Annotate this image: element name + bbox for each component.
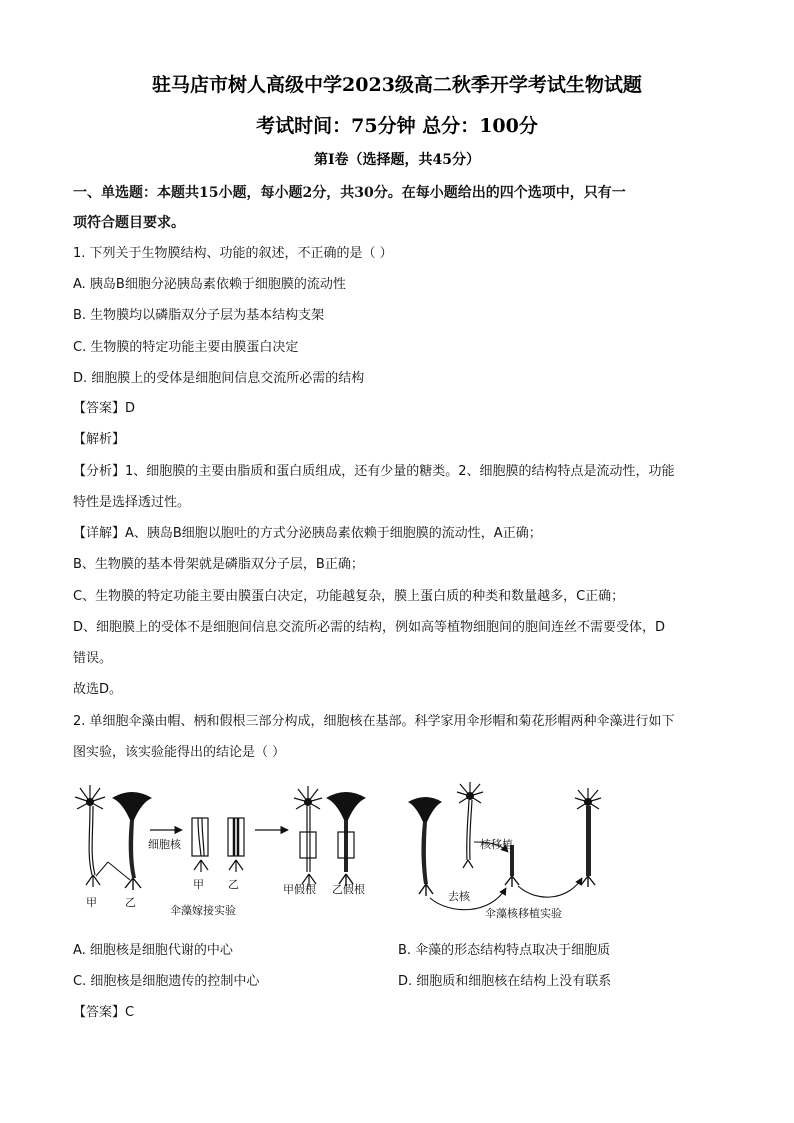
plant-yi-umbrella-cap	[112, 792, 152, 890]
plant-jia-flower-cap	[75, 785, 105, 887]
q1-detail-d: D、细胞膜上的受体不是细胞间信息交流所必需的结构，例如高等植物细胞间的胞间连丝不需要受体，D	[73, 620, 666, 635]
q1-analysis-label: 【解析】	[73, 432, 126, 447]
grafted-result-plants	[294, 786, 366, 886]
q1-option-d: D. 细胞膜上的受体是细胞间信息交流所必需的结构	[73, 371, 365, 386]
q2-answer: 【答案】C	[73, 1005, 135, 1020]
label-yi-root: 乙假根	[332, 883, 365, 896]
q1-stem: 1. 下列关于生物膜结构、功能的叙述，不正确的是（ ）	[73, 246, 393, 261]
q1-detail-b: B、生物膜的基本骨架就是磷脂双分子层，B正确；	[73, 557, 364, 572]
acetabularia-experiment-figure	[70, 780, 730, 930]
label-graft-experiment: 伞藻嫁接实验	[170, 904, 236, 917]
q1-answer: 【答案】D	[73, 401, 136, 416]
part-heading: 第I卷（选择题，共45分）	[313, 152, 481, 168]
label-transplant: 核移植	[480, 838, 513, 851]
label-remove-nucleus: 去核	[448, 890, 470, 903]
q2-option-b: B. 伞藻的形态结构特点取决于细胞质	[398, 943, 611, 958]
exam-title: 驻马店市树人高级中学2023级高二秋季开学考试生物试题	[152, 74, 642, 96]
exam-time-info: 考试时间：75分钟 总分：100分	[256, 115, 538, 137]
q2-stem-line1: 2. 单细胞伞藻由帽、柄和假根三部分构成，细胞核在基部。科学家用伞形帽和菊花形帽两种伞藻进行如下	[73, 714, 675, 729]
q1-fenxi-line2: 特性是选择透过性。	[73, 495, 191, 510]
label-jia-root: 甲假根	[283, 883, 316, 896]
label-yi-segment: 乙	[228, 878, 239, 891]
q2-stem-line2: 图实验，该实验能得出的结论是（ ）	[73, 745, 286, 760]
q1-detail-d-cont: 错误。	[73, 651, 113, 666]
q2-option-d: D. 细胞质和细胞核在结构上没有联系	[398, 974, 612, 989]
q1-detail-a: 【详解】A、胰岛B细胞以胞吐的方式分泌胰岛素依赖于细胞膜的流动性，A正确；	[73, 526, 542, 541]
label-yi: 乙	[125, 896, 136, 909]
label-nucleus: 细胞核	[148, 838, 181, 851]
label-jia-segment: 甲	[193, 878, 204, 891]
q1-conclusion: 故选D。	[73, 682, 123, 697]
q1-detail-c: C、生物膜的特定功能主要由膜蛋白决定，功能越复杂，膜上蛋白质的种类和数量越多，C正确；	[73, 589, 625, 604]
cut-stalk-segments	[192, 818, 244, 872]
section-instruction-line2: 项符合题目要求。	[73, 215, 185, 231]
q1-fenxi-line1: 【分析】1、细胞膜的主要由脂质和蛋白质组成，还有少量的糖类。2、细胞膜的结构特点是流动性，功能	[73, 464, 675, 479]
label-jia: 甲	[86, 896, 97, 909]
q1-option-c: C. 生物膜的特定功能主要由膜蛋白决定	[73, 340, 299, 355]
section-instruction-line1: 一、单选题：本题共15小题，每小题2分，共30分。在每小题给出的四个选项中，只有一	[73, 185, 626, 201]
q1-option-a: A. 胰岛B细胞分泌胰岛素依赖于细胞膜的流动性	[73, 277, 346, 292]
q2-option-a: A. 细胞核是细胞代谢的中心	[73, 943, 233, 958]
q1-option-b: B. 生物膜均以磷脂双分子层为基本结构支架	[73, 308, 325, 323]
q2-option-c: C. 细胞核是细胞遗传的控制中心	[73, 974, 260, 989]
label-transplant-experiment: 伞藻核移植实验	[485, 907, 562, 920]
